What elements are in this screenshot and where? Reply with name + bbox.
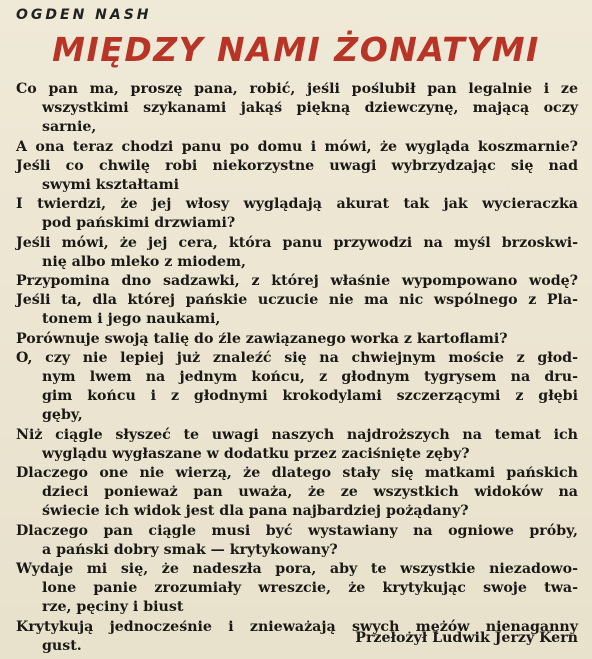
translator-credit: Przełożył Ludwik Jerzy Kern [355,630,578,646]
poem-line: Przypomina dno sadzawki, z której właśnie wypompowano wodę? [16,273,578,290]
poem-line: rze, pęciny i biust [42,599,184,616]
poem-line: O, czy nie lepiej już znaleźć się na chwiejnym moście z głod- [16,349,578,366]
poem-line: sarnie, [42,119,97,136]
poem-line: tonem i jego naukami, [42,311,221,328]
poem-line: A ona teraz chodzi panu po domu i mówi, że wygląda koszmarnie? [16,138,578,155]
poem-line: swymi kształtami [42,177,180,194]
poem-line: gust. [42,637,82,654]
poem-line: nym lwem na jednym końcu, z głodnym tygrysem na dru- [42,369,578,386]
poem-line: I twierdzi, że jej włosy wyglądają akurat tak jak wycieraczka [16,196,578,213]
poem-line: wyglądu wygłaszane w dodatku przez zaciśnięte zęby? [42,445,470,462]
poem-line: lone panie zrozumiały wreszcie, że krytykując swoje twa- [42,580,578,597]
poem-line: dzieci ponieważ pan uważa, że ze wszystkich widoków na [42,484,578,501]
poem-line: pod pańskimi drzwiami? [42,215,236,232]
poem-line: Krytykują jednocześnie i znieważają swych mężów nienaganny [16,618,578,635]
poem-line: Porównuje swoją talię do źle zawiązanego worka z kartoflami? [16,330,508,347]
poem-line: Wydaje mi się, że nadeszła pora, aby te wszystkie niezadowo- [16,561,578,578]
poem-body [16,80,578,656]
poem-line: Niż ciągle słyszeć te uwagi naszych najdroższych na temat ich [16,426,578,443]
poem-line: świecie ich widok jest dla pana najbardziej pożądany? [42,503,469,520]
poem-line: gęby, [42,407,83,424]
poem-line: a pański dobry smak — krytykowany? [42,541,338,558]
poem-line: wszystkimi szykanami jakąś piękną dziewczynę, mającą oczy [42,100,578,117]
poem-line: gim końcu i z głodnymi krokodylami szczerzącymi z głębi [42,388,578,405]
poem-line: Co pan ma, proszę pana, robić, jeśli poślubił pan legalnie i ze [16,81,578,97]
poem-title: MIĘDZY NAMI ŻONATYMI [52,30,540,69]
poem-line: Jeśli mówi, że jej cera, która panu przywodzi na myśl brzoskwi- [16,234,578,251]
poem-line: Jeśli ta, dla której pańskie uczucie nie ma nic wspólnego z Pla- [16,292,578,309]
poem-line: Jeśli co chwilę robi niekorzystne uwagi wybrzydzając się nad [16,157,578,174]
poem-line: Dlaczego pan ciągle musi być wystawiany na ogniowe próby, [16,522,578,539]
poem-line: nię albo mleko z miodem, [42,253,246,270]
author-name: OGDEN NASH [16,7,152,23]
poem-line: Dlaczego one nie wierzą, że dlatego stały się matkami pańskich [16,465,578,482]
